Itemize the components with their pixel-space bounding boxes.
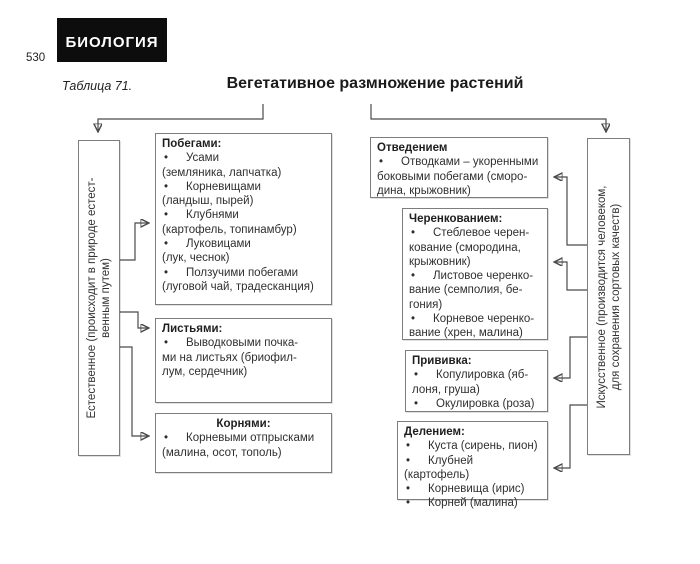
bullet-icon: • [411, 227, 416, 240]
bullet-icon: • [164, 266, 169, 279]
connector-artificial-to-layering [555, 177, 587, 245]
box-line: дина, крыжовник) [377, 184, 471, 197]
box-line [409, 312, 541, 326]
box-line-text: Стеблевое черен- [433, 227, 530, 240]
box-line: боковыми побегами (сморо- [377, 170, 528, 183]
box-line-text: Окулировка (роза) [436, 397, 535, 410]
connector-title-to-natural [98, 104, 263, 131]
artificial-category-label: Искусственное (производится человеком, для сохранения сортовых качеств) [595, 184, 622, 409]
bullet-icon: • [164, 209, 169, 222]
box-line: крыжовник) [409, 255, 471, 268]
bullet-icon: • [406, 454, 411, 467]
box-lines [412, 368, 541, 411]
box-header: Листьями: [162, 323, 223, 335]
natural-category-label: Естественное (происходит в природе естест- венным путем) [86, 177, 112, 419]
box-line: лоня, груша) [412, 383, 480, 396]
connector-natural-to-roots [118, 347, 148, 436]
bullet-icon: • [414, 369, 419, 382]
box-line-text: Копулировка (яб- [436, 369, 529, 382]
bullet-icon: • [406, 483, 411, 496]
box-header: Корнями: [216, 418, 271, 430]
box-line-text: Корней (малина) [428, 497, 518, 510]
box-header: Черенкованием: [409, 213, 503, 225]
box-roots [155, 413, 332, 473]
box-line-text: Выводковыми почка- [186, 337, 299, 350]
box-line-text: Отводками – укоренными [401, 156, 539, 169]
bullet-icon: • [406, 440, 411, 453]
artificial-category-box [587, 138, 630, 455]
box-line: ми на листьях (бриофил- [162, 351, 297, 364]
box-line: (земляника, лапчатка) [162, 166, 282, 179]
page-number: 530 [26, 52, 46, 64]
box-line: лум, сердечник) [162, 365, 248, 378]
box-line [409, 226, 541, 240]
box-line-text: Клубней (картофель) [404, 454, 474, 481]
connector-title-to-artificial [371, 104, 606, 131]
box-line: гония) [409, 298, 443, 311]
box-line: вание (хрен, малина) [409, 327, 523, 340]
banner-label: БИОЛОГИЯ [65, 34, 159, 51]
biology-banner [57, 18, 167, 62]
box-line-text: Корневое черенко- [433, 313, 535, 326]
bullet-icon: • [379, 156, 384, 169]
box-line [412, 397, 541, 411]
box-line-text: Куста (сирень, пион) [428, 440, 538, 453]
box-lines [162, 336, 325, 379]
bullet-icon: • [406, 497, 411, 510]
page-title: Вегетативное размножение растений [226, 75, 524, 92]
connector-artificial-to-cuttings [555, 262, 587, 290]
bullet-icon: • [164, 152, 169, 165]
box-line: (луговой чай, традесканция) [162, 280, 314, 293]
box-line-text: Усами [186, 152, 220, 165]
box-cuttings [402, 208, 548, 340]
bullet-icon: • [411, 270, 416, 283]
box-line [162, 336, 325, 350]
box-line: (картофель, топинамбур) [162, 223, 297, 236]
box-line-text: Листовое черенко- [433, 270, 534, 283]
box-lines [409, 226, 541, 340]
connector-natural-to-shoots [118, 223, 148, 260]
box-line-text: Луковицами [186, 238, 251, 251]
bullet-icon: • [164, 180, 169, 193]
box-line [162, 208, 325, 222]
bullet-icon: • [164, 238, 169, 251]
box-division [397, 421, 548, 510]
box-lines [377, 155, 541, 198]
box-line [404, 482, 541, 496]
box-line [412, 368, 541, 382]
box-line-text: Корневыми отпрысками [186, 432, 315, 445]
box-line [409, 269, 541, 283]
box-header: Прививка: [412, 355, 472, 367]
natural-category-box [78, 140, 120, 456]
bullet-icon: • [411, 313, 416, 326]
connector-artificial-to-grafting [555, 337, 587, 378]
box-line [162, 237, 325, 251]
box-lines [162, 431, 325, 460]
box-line-text: Клубнями [186, 209, 239, 222]
box-header: Отведением [377, 142, 448, 154]
bullet-icon: • [414, 397, 419, 410]
box-line [162, 266, 325, 280]
box-line [404, 454, 541, 483]
box-line [404, 496, 541, 510]
connector-artificial-to-division [555, 405, 587, 468]
box-line: (лук, чеснок) [162, 252, 230, 265]
box-line: (ландыш, пырей) [162, 195, 254, 208]
box-line: (малина, осот, тополь) [162, 446, 282, 459]
connector-natural-to-leaves [118, 312, 148, 328]
box-line-text: Корневищами [186, 180, 261, 193]
bullet-icon: • [164, 337, 169, 350]
box-line [162, 151, 325, 165]
box-layering [370, 137, 548, 198]
box-header: Побегами: [162, 138, 222, 150]
table-caption: Таблица 71. [62, 79, 133, 93]
box-header: Делением: [404, 426, 465, 438]
box-line [404, 439, 541, 453]
box-line-text: Ползучими побегами [186, 266, 299, 279]
box-line: кование (смородина, [409, 241, 521, 254]
box-line [162, 431, 325, 445]
box-lines [404, 439, 541, 510]
box-line-text: Корневища (ирис) [428, 483, 525, 496]
box-shoots [155, 133, 332, 305]
bullet-icon: • [164, 432, 169, 445]
box-leaves [155, 318, 332, 403]
box-line [377, 155, 541, 169]
box-line [162, 180, 325, 194]
box-grafting [405, 350, 548, 412]
box-line: вание (семполия, бе- [409, 284, 523, 297]
box-lines [162, 151, 325, 294]
